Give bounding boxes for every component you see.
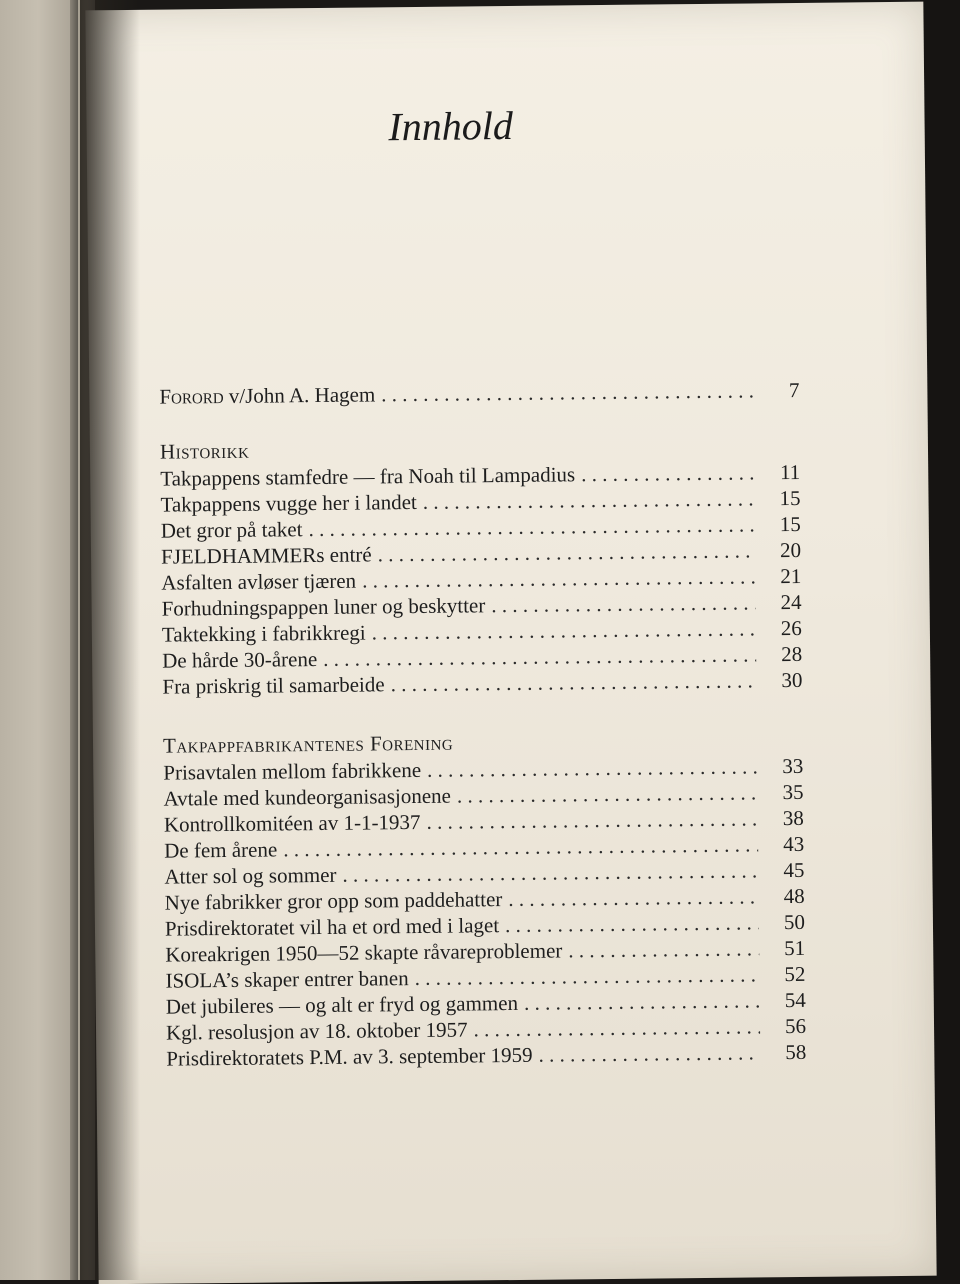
section-entries — [163, 753, 806, 1072]
dot-leader — [362, 563, 755, 593]
dot-leader — [415, 961, 760, 991]
toc-entry-title: Det gror på taket — [160, 517, 303, 543]
dot-leader — [457, 779, 758, 808]
toc-entry-page: 38 — [782, 805, 804, 831]
toc-entry-page: 28 — [781, 641, 803, 667]
toc-entry-page: 11 — [779, 459, 801, 485]
dot-leader — [423, 485, 755, 514]
toc-entry-title: ISOLA’s skaper entrer banen — [165, 966, 409, 993]
toc-section-forening — [163, 725, 807, 1072]
dot-leader — [427, 753, 757, 782]
toc-entry-page: 52 — [784, 961, 806, 987]
toc-entry-page: 48 — [783, 883, 805, 909]
toc-entry-title: Kontrollkomitéen av 1-1-1937 — [163, 809, 421, 837]
section-entries — [160, 459, 802, 700]
toc-entry-page: 43 — [782, 831, 805, 857]
dot-leader — [378, 537, 756, 567]
toc-entry-title: Fra priskrig til samarbeide — [162, 672, 385, 699]
toc-entry-title: Prisdirektoratets P.M. av 3. september 1959 — [166, 1042, 533, 1071]
toc-entry-page: 33 — [782, 753, 804, 779]
dot-leader — [491, 589, 756, 618]
toc-entry-page: 56 — [784, 1013, 807, 1039]
toc-entry-title: Prisdirektoratet vil ha et ord med i laget — [164, 913, 500, 941]
section-heading: Historikk — [159, 438, 250, 464]
toc-entry-forord — [159, 377, 799, 410]
toc-entry-page: 54 — [784, 987, 806, 1013]
toc-entry-title: De hårde 30-årene — [162, 647, 318, 673]
page-title: Innhold — [388, 102, 514, 150]
dot-leader — [372, 615, 756, 645]
toc-entry-title: Nye fabrikker gror opp som paddehatter — [164, 887, 503, 915]
toc-entry-page: 45 — [783, 857, 805, 883]
toc-entry-page: 26 — [780, 615, 802, 641]
book-page — [85, 2, 936, 1284]
dot-leader — [505, 909, 759, 938]
toc-entry-title: Atter sol og sommer — [164, 862, 337, 889]
toc-forord — [159, 377, 799, 410]
forord-page: 7 — [788, 377, 800, 403]
toc-section-historikk — [160, 431, 803, 700]
spine-shadow — [80, 0, 140, 1280]
toc-entry-page: 15 — [779, 485, 801, 511]
toc-entry-page: 21 — [780, 563, 802, 589]
forord-author: v/John A. Hagem — [223, 382, 376, 408]
toc-entry-title: Takpappens vugge her i landet — [160, 489, 417, 517]
dot-leader — [390, 667, 756, 697]
toc-entry-title: Forhudningspappen luner og beskytter — [161, 593, 486, 621]
dot-leader — [524, 987, 760, 1015]
toc-entry-title: Avtale med kundeorganisasjonene — [163, 783, 452, 811]
toc-entry — [162, 667, 802, 700]
toc-entry-title: De fem årene — [164, 837, 278, 863]
toc-entry-title: Kgl. resolusjon av 18. oktober 1957 — [165, 1017, 468, 1045]
toc-entry-page: 20 — [779, 537, 802, 563]
toc-entry-page: 58 — [785, 1039, 807, 1065]
section-heading: Takpappfabrikantenes Forening — [162, 730, 454, 758]
toc-entry-page: 30 — [781, 667, 803, 693]
toc-entry-title: Prisavtalen mellom fabrikkene — [163, 757, 422, 785]
toc-entry-page: 35 — [782, 779, 804, 805]
toc-entry-title: Taktekking i fabrikkregi — [161, 620, 366, 647]
dot-leader — [508, 883, 759, 912]
toc-entry-title: FJELDHAMMERs entré — [160, 542, 372, 569]
toc-entry — [166, 1039, 806, 1072]
forord-label: Forord — [159, 383, 224, 409]
toc-entry-title: Det jubileres — og alt er fryd og gammen — [165, 990, 519, 1019]
dot-leader — [381, 377, 753, 407]
toc-entry-page: 51 — [784, 935, 806, 961]
toc-entry-page: 50 — [783, 909, 806, 935]
dot-leader — [426, 805, 758, 834]
toc-entry-title: Koreakrigen 1950—52 skapte råvareproblemer — [165, 938, 563, 967]
dot-leader — [473, 1013, 760, 1042]
toc-entry-page: 15 — [779, 511, 801, 537]
toc-entry-title: Asfalten avløser tjæren — [161, 568, 357, 595]
dot-leader — [581, 459, 754, 487]
toc-entry-title: Takpappens stamfedre — fra Noah til Lampadius — [160, 462, 576, 491]
dot-leader — [538, 1039, 760, 1067]
dot-leader — [568, 935, 759, 963]
left-page-fold — [70, 0, 78, 1280]
toc-entry-page: 24 — [780, 589, 802, 615]
